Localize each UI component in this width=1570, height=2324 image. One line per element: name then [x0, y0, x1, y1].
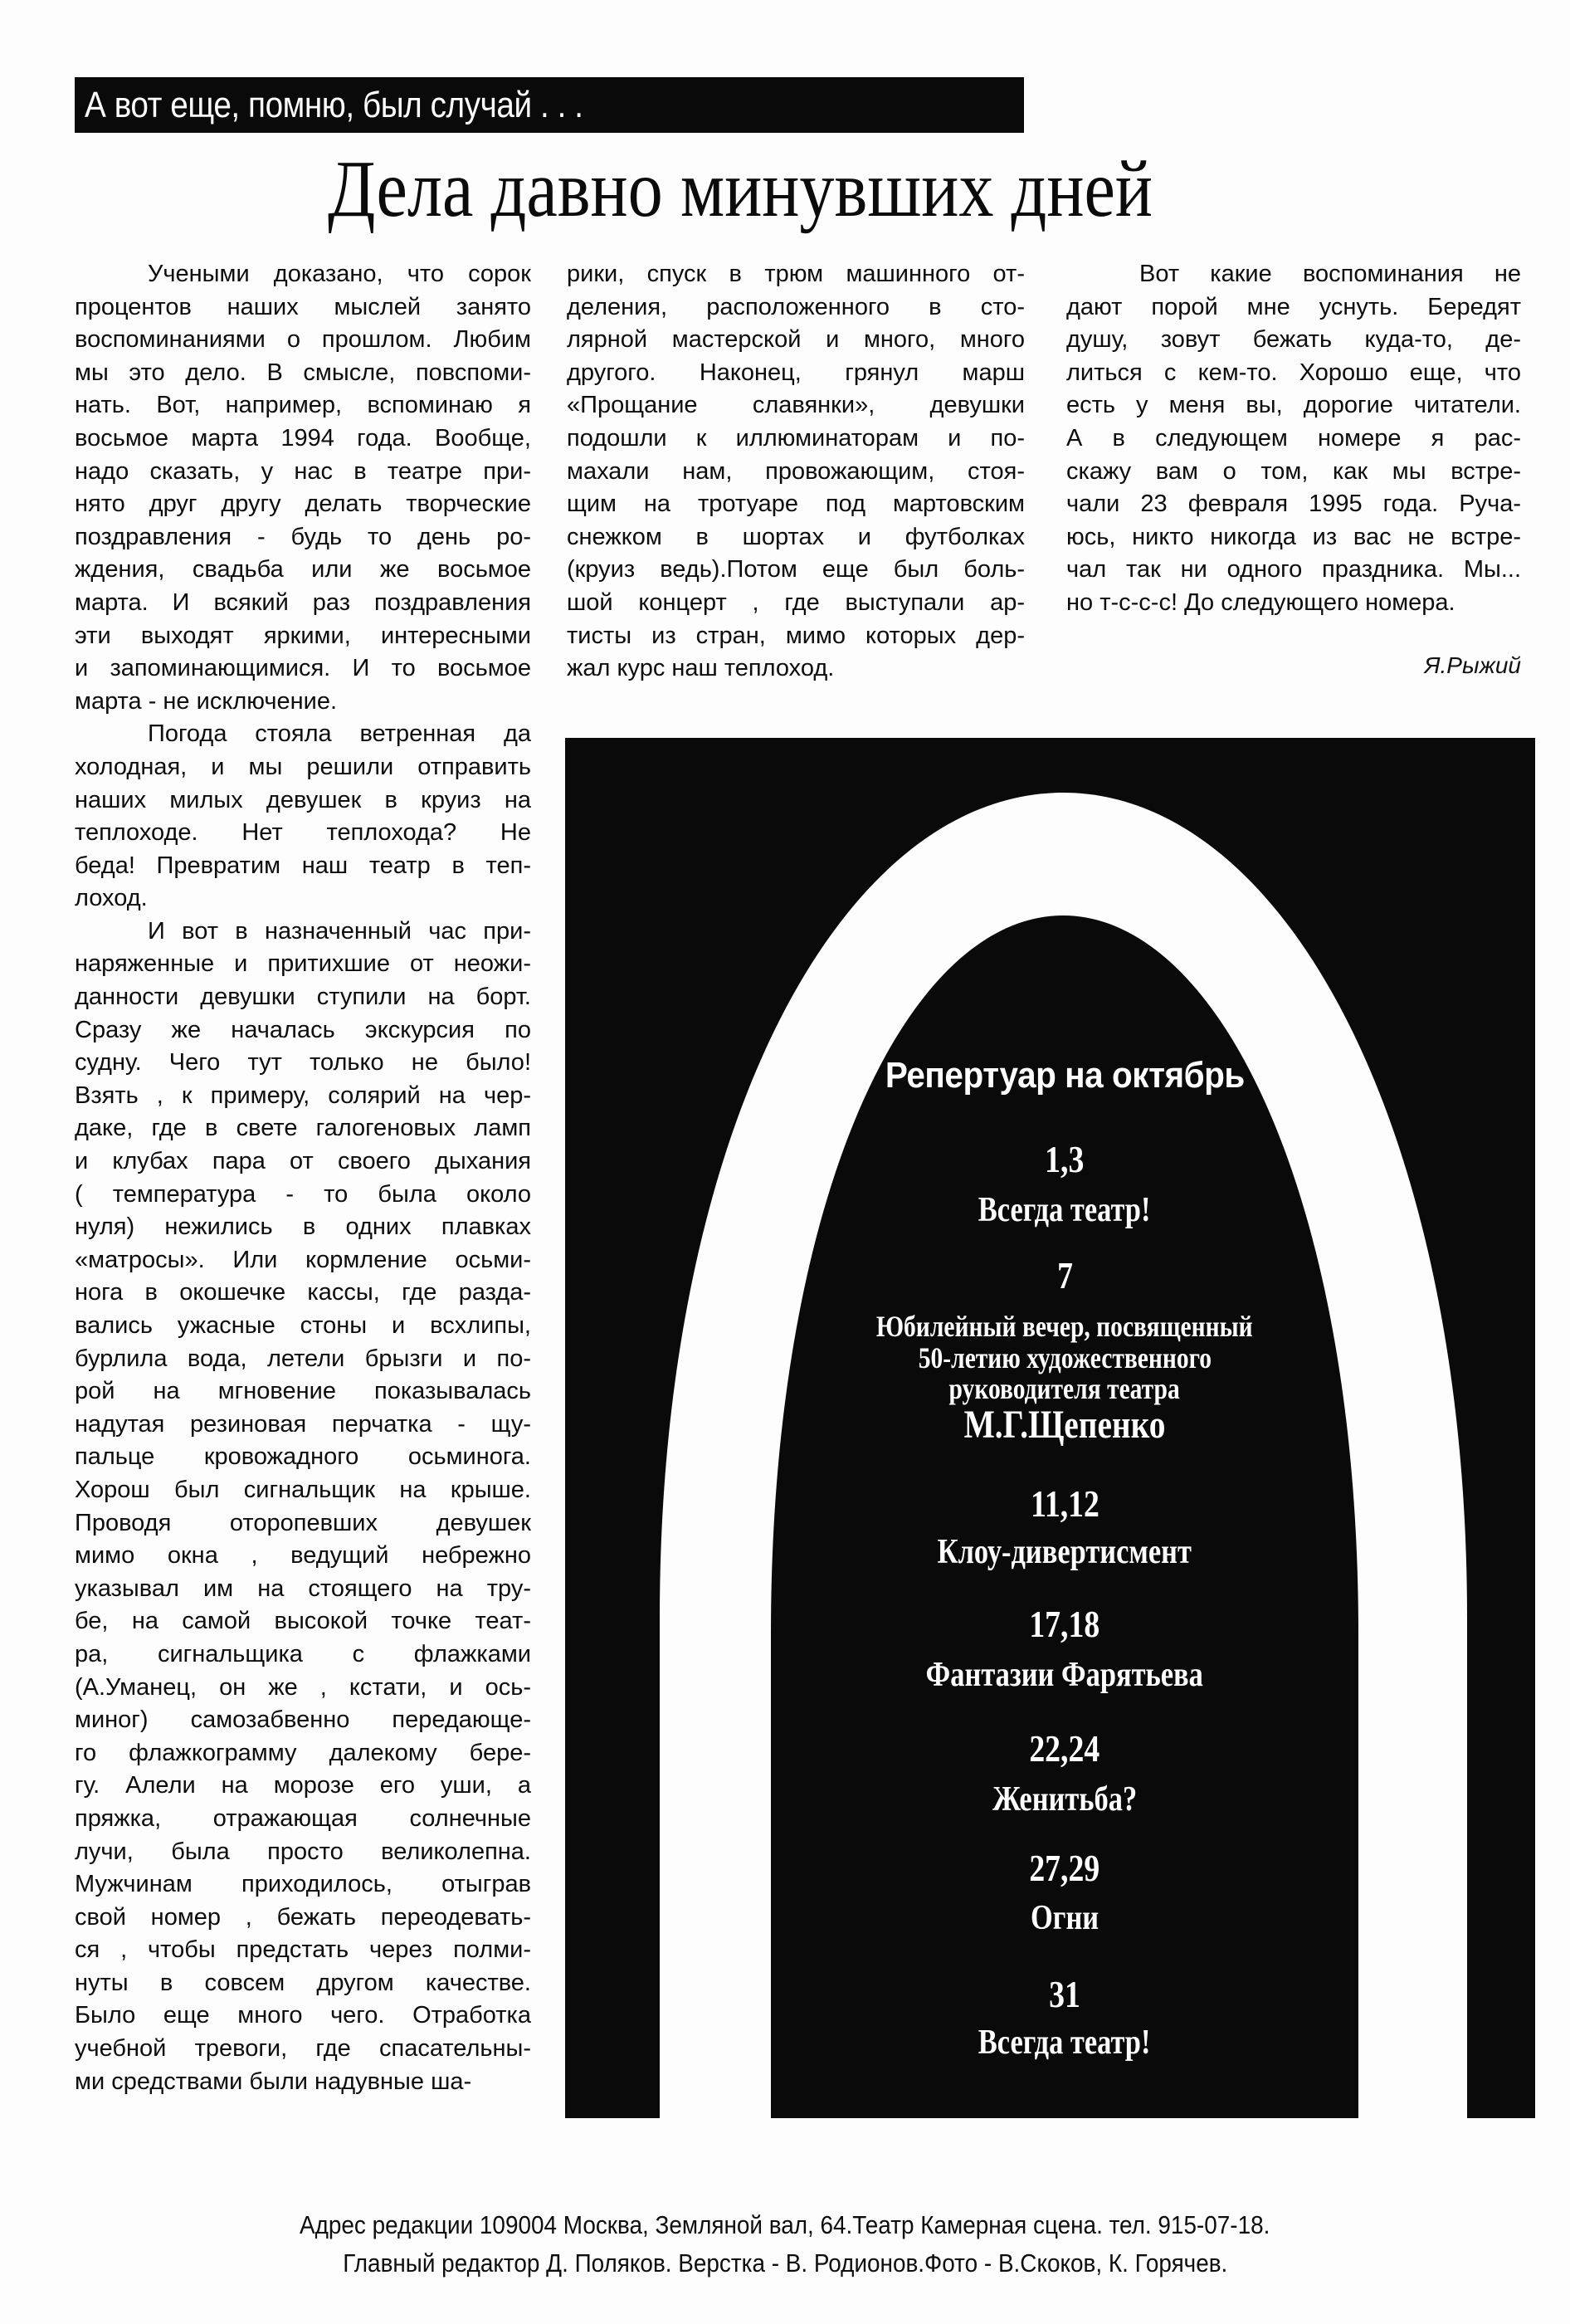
- event-title: Клоу-дивертисмент: [937, 1533, 1192, 1571]
- text-line: подошли к иллюминаторам и по-: [567, 424, 1025, 452]
- footer-credits: Главный редактор Д. Поляков. Верстка - В. Родионов.Фото - В.Скоков, К. Горячев.: [342, 2248, 1228, 2278]
- rubric-text: А вот еще, помню, был случай . . .: [85, 85, 583, 125]
- text-line: ся , чтобы предстать через полми-: [75, 1936, 531, 1964]
- text-line: вались ужасные стоны и всхлипы,: [75, 1312, 531, 1339]
- text-line: Взять , к примеру, солярий на чер-: [75, 1081, 531, 1109]
- text-line: миног) самозабвенно передающе-: [75, 1706, 531, 1734]
- paragraph: [75, 258, 531, 718]
- text-line: снежком в шортах и футболках: [567, 523, 1025, 550]
- event-title: руководителя театра: [948, 1372, 1181, 1405]
- text-line: надо сказать, у нас в театре при-: [75, 457, 531, 485]
- article-column-3: [1066, 258, 1521, 620]
- text-line: лучи, была просто великолепна.: [75, 1838, 531, 1865]
- text-line: марта - не исключение.: [75, 687, 337, 715]
- text-line: учебной тревоги, где спасательны-: [75, 2035, 531, 2063]
- text-line: судну. Чего тут только не было!: [75, 1049, 531, 1077]
- text-line: Вот какие воспоминания не: [1139, 261, 1521, 287]
- paragraph: [75, 718, 531, 915]
- text-line: Сразу же началась экскурсия по: [75, 1016, 531, 1043]
- text-line: Было еще много чего. Отработка: [75, 2002, 531, 2029]
- text-line: И вот в назначенный час при-: [148, 917, 531, 945]
- text-line: надутая резиновая перчатка - щу-: [75, 1410, 531, 1438]
- text-line: теплоходе. Нет теплохода? Не: [75, 819, 531, 847]
- author-signature: Я.Рыжий: [1424, 652, 1521, 678]
- event-dates: 1,3: [1045, 1138, 1085, 1180]
- event-title: Юбилейный вечер, посвященный: [876, 1310, 1253, 1343]
- article-headline: [328, 139, 1265, 239]
- text-line: дают порой мне уснуть. Бередят: [1066, 293, 1521, 320]
- text-line: жал курс наш теплоход.: [567, 655, 835, 682]
- repertoire-box: [565, 738, 1535, 2118]
- event-honoree-name: М.Г.Щепенко: [963, 1403, 1166, 1447]
- event-title: Огни: [1030, 1899, 1099, 1937]
- text-line: указывал им на стоящего на тру-: [75, 1575, 531, 1602]
- text-line: свой номер , бежать переодевать-: [75, 1903, 531, 1931]
- event-dates: 11,12: [1030, 1482, 1099, 1525]
- text-line: и клубах пара от своего дыхания: [75, 1148, 531, 1175]
- text-line: нать. Вот, например, вспоминаю я: [75, 392, 531, 419]
- text-line: бурлила вода, летели брызги и по-: [75, 1345, 531, 1372]
- text-line: (А.Уманец, он же , кстати, и ось-: [75, 1673, 531, 1701]
- text-line: (круиз ведь).Потом еще был боль-: [567, 556, 1025, 583]
- text-line: ра, сигнальщика с флажками: [75, 1640, 531, 1667]
- text-line: А в следующем номере я рас-: [1066, 424, 1521, 452]
- text-line: нога в окошечке кассы, где разда-: [75, 1279, 531, 1306]
- text-line: другого. Наконец, грянул марш: [567, 359, 1025, 386]
- text-line: процентов наших мыслей занято: [75, 293, 531, 320]
- event-dates: 22,24: [1029, 1727, 1100, 1770]
- text-line: шой концерт , где выступали ар-: [567, 588, 1025, 616]
- text-line: «матросы». Или кормление осьми-: [75, 1246, 531, 1273]
- event-title: Всегда театр!: [978, 1191, 1151, 1229]
- text-line: ждения, свадьба или же восьмое: [75, 556, 531, 583]
- event-title: Женитьба?: [992, 1780, 1138, 1819]
- text-line: лярной мастерской и много, много: [567, 326, 1025, 354]
- text-line: Проводя оторопевших девушек: [75, 1509, 531, 1536]
- event-dates: 17,18: [1029, 1603, 1100, 1645]
- event-dates: 31: [1049, 1973, 1080, 2015]
- text-line: скажу вам о том, как мы встре-: [1066, 457, 1521, 485]
- text-line: данности девушки ступили на борт.: [75, 984, 531, 1011]
- text-line: чали 23 февраля 1995 года. Руча-: [1066, 491, 1521, 518]
- repertoire-title: Репертуар на октябрь: [885, 1055, 1245, 1096]
- text-line: пальце кровожадного осьминога.: [75, 1443, 531, 1471]
- text-line: рой на мгновение показывалась: [75, 1378, 531, 1405]
- event-dates: 7: [1056, 1254, 1073, 1296]
- text-line: наряженные и притихшие от неожи-: [75, 950, 531, 978]
- article-column-1: [75, 258, 531, 2098]
- footer-address: Адрес редакции 109004 Москва, Земляной вал, 64.Театр Камерная сцена. тел. 915-07-18.: [300, 2210, 1270, 2239]
- text-line: восьмое марта 1994 года. Вообще,: [75, 424, 531, 452]
- text-line: эти выходят яркими, интересными: [75, 622, 531, 649]
- text-line: Мужчинам приходилось, отыграв: [75, 1871, 531, 1898]
- text-line: наших милых девушек в круиз на: [75, 786, 531, 813]
- text-line: щим на тротуаре под мартовским: [567, 491, 1025, 518]
- text-line: тисты из стран, мимо которых дер-: [567, 622, 1025, 649]
- text-line: но т-с-с-с! До следующего номера.: [1066, 588, 1455, 616]
- event-title: 50-летию художественного: [918, 1341, 1212, 1374]
- text-line: Хорош был сигнальщик на крыше.: [75, 1476, 531, 1503]
- text-line: лоход.: [75, 885, 148, 912]
- text-line: поздравления - будь то день ро-: [75, 523, 531, 550]
- text-line: душу, зовут бежать куда-то, де-: [1066, 326, 1521, 354]
- text-line: мимо окна , ведущий небрежно: [75, 1542, 531, 1570]
- text-line: го флажкограмму далекому бере-: [75, 1739, 531, 1766]
- text-line: мы это дело. В смысле, повспоми-: [75, 359, 531, 386]
- text-line: ми средствами были надувные ша-: [75, 2068, 472, 2095]
- text-line: воспоминаниями о прошлом. Любим: [75, 326, 531, 354]
- headline-text: Дела давно минувших дней: [328, 144, 1153, 234]
- text-line: Учеными доказано, что сорок: [148, 261, 531, 287]
- text-line: ( температура - то была около: [75, 1180, 531, 1208]
- text-line: и запоминающимися. И то восьмое: [75, 655, 531, 682]
- text-line: пряжка, отражающая солнечные: [75, 1804, 531, 1832]
- text-line: гу. Алели на морозе его уши, а: [75, 1772, 531, 1799]
- text-line: бе, на самой высокой точке теат-: [75, 1608, 531, 1635]
- paragraph: [1066, 258, 1521, 620]
- paragraph: [567, 258, 1025, 686]
- text-line: юсь, никто никогда из вас не встре-: [1066, 523, 1521, 550]
- text-line: литься с кем-то. Хорошо еще, что: [1066, 359, 1521, 386]
- repertoire-content: [771, 738, 1358, 2118]
- text-line: есть у меня вы, дорогие читатели.: [1066, 392, 1521, 419]
- text-line: марта. И всякий раз поздравления: [75, 588, 531, 616]
- event-dates: 27,29: [1029, 1847, 1100, 1889]
- text-line: чал так ни одного праздника. Мы...: [1066, 556, 1521, 583]
- text-line: Погода стояла ветренная да: [148, 720, 531, 748]
- rubric-banner: [75, 77, 1024, 133]
- text-line: беда! Превратим наш театр в теп-: [75, 852, 531, 879]
- text-line: деления, расположенного в сто-: [567, 293, 1025, 320]
- event-title: Фантазии Фарятьева: [925, 1656, 1204, 1694]
- text-line: нято друг другу делать творческие: [75, 491, 531, 518]
- event-title: Всегда театр!: [978, 2024, 1151, 2062]
- text-line: нуты в совсем другом качестве.: [75, 1969, 531, 1996]
- text-line: холодная, и мы решили отправить: [75, 753, 531, 780]
- text-line: даке, где в свете галогеновых ламп: [75, 1115, 531, 1142]
- text-line: нуля) нежились в одних плавках: [75, 1213, 531, 1241]
- article-column-2: [567, 258, 1025, 686]
- text-line: «Прощание славянки», девушки: [567, 392, 1025, 419]
- text-line: рики, спуск в трюм машинного от-: [567, 261, 1025, 287]
- text-line: махали нам, провожающим, стоя-: [567, 457, 1025, 485]
- paragraph: [75, 915, 531, 2098]
